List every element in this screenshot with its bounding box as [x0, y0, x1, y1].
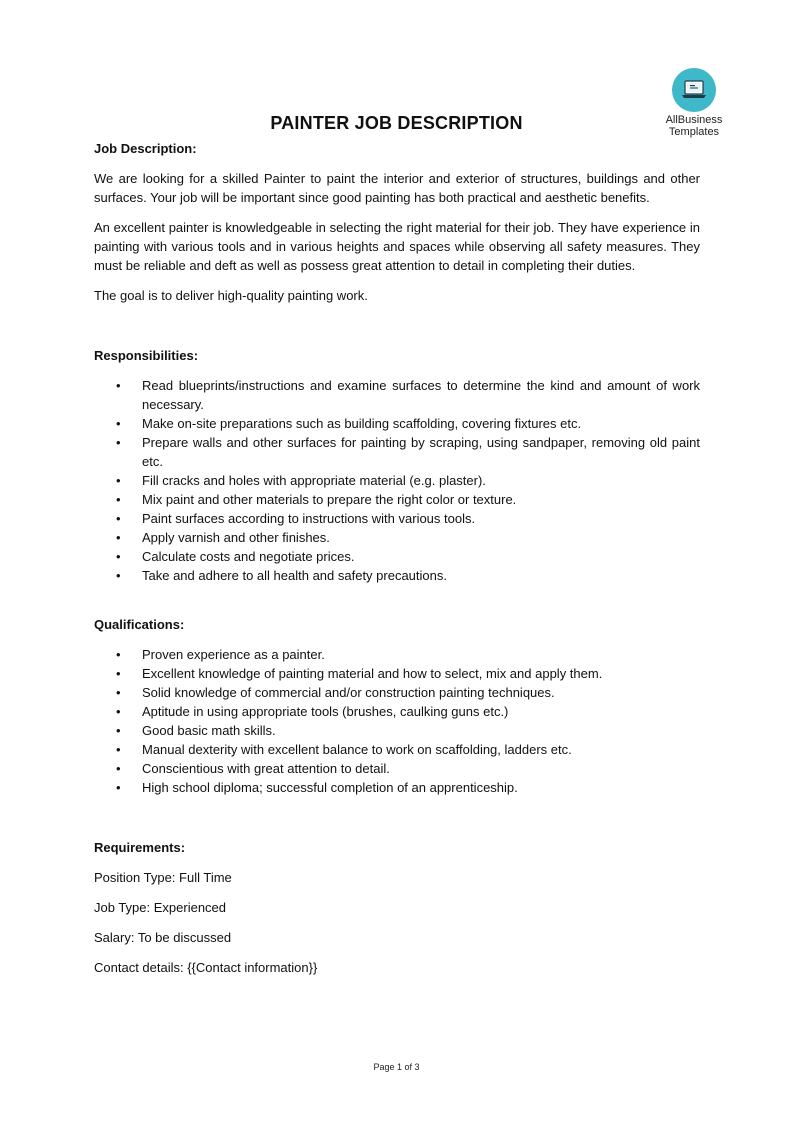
- bullet-icon: •: [116, 761, 121, 776]
- list-item: • Apply varnish and other finishes.: [116, 530, 330, 545]
- list-item: • Prepare walls and other surfaces for painting by scraping, using sandpaper, removing old paint etc.: [116, 435, 700, 469]
- position-type: Position Type: Full Time: [94, 870, 232, 885]
- qualifications-list: [94, 645, 700, 797]
- bullet-icon: •: [116, 780, 121, 795]
- bullet-icon: •: [116, 704, 121, 719]
- list-item: • Proven experience as a painter.: [116, 647, 325, 662]
- job-description-paragraph-2: An excellent painter is knowledgeable in selecting the right material for their job. They have experience in painting with various tools and in various heights and spaces while observing all safety measures. They must be reliable and deft as well as possess great attention to detail in completing their duties.: [94, 220, 700, 273]
- logo-text-line1: AllBusiness: [665, 114, 723, 126]
- bullet-icon: •: [116, 685, 121, 700]
- list-item: • Aptitude in using appropriate tools (brushes, caulking guns etc.): [116, 704, 509, 719]
- laptop-icon: [672, 68, 716, 112]
- bullet-icon: •: [116, 530, 121, 545]
- list-item: • Read blueprints/instructions and examine surfaces to determine the kind and amount of work necessary.: [116, 378, 700, 412]
- salary: Salary: To be discussed: [94, 930, 232, 945]
- qualifications-heading: Qualifications:: [94, 617, 185, 632]
- list-item: • Manual dexterity with excellent balance to work on scaffolding, ladders etc.: [116, 742, 572, 757]
- responsibilities-list: [94, 376, 700, 585]
- job-description-paragraph-3: The goal is to deliver high-quality painting work.: [94, 288, 368, 303]
- list-item: • Solid knowledge of commercial and/or construction painting techniques.: [116, 685, 555, 700]
- bullet-icon: •: [116, 435, 121, 450]
- requirements-heading: Requirements:: [94, 840, 186, 855]
- list-item: • Paint surfaces according to instructions with various tools.: [116, 511, 476, 526]
- bullet-icon: •: [116, 511, 121, 526]
- list-item: • Take and adhere to all health and safety precautions.: [116, 568, 447, 583]
- bullet-icon: •: [116, 742, 121, 757]
- page-number-footer: Page 1 of 3: [373, 1062, 420, 1072]
- list-item: • High school diploma; successful completion of an apprenticeship.: [116, 780, 518, 795]
- list-item: • Excellent knowledge of painting material and how to select, mix and apply them.: [116, 666, 603, 681]
- bullet-icon: •: [116, 723, 121, 738]
- bullet-icon: •: [116, 416, 121, 431]
- logo-text-line2: Templates: [668, 126, 720, 138]
- bullet-icon: •: [116, 666, 121, 681]
- list-item: • Make on-site preparations such as building scaffolding, covering fixtures etc.: [116, 416, 582, 431]
- contact-details: Contact details: {{Contact information}}: [94, 960, 318, 975]
- list-item: • Calculate costs and negotiate prices.: [116, 549, 355, 564]
- bullet-icon: •: [116, 473, 121, 488]
- list-item: • Good basic math skills.: [116, 723, 276, 738]
- list-item: • Conscientious with great attention to detail.: [116, 761, 390, 776]
- list-item: • Fill cracks and holes with appropriate material (e.g. plaster).: [116, 473, 486, 488]
- bullet-icon: •: [116, 378, 121, 393]
- document-body: [94, 139, 700, 977]
- bullet-icon: •: [116, 647, 121, 662]
- bullet-icon: •: [116, 492, 121, 507]
- job-description-paragraph-1: We are looking for a skilled Painter to paint the interior and exterior of structures, buildings and other surfaces. Your job will be important since good painting has both practical and aesthetic benefits.: [94, 171, 700, 205]
- page-title: PAINTER JOB DESCRIPTION: [270, 113, 523, 133]
- bullet-icon: •: [116, 568, 121, 583]
- job-type: Job Type: Experienced: [94, 900, 227, 915]
- job-description-heading: Job Description:: [94, 141, 197, 156]
- bullet-icon: •: [116, 549, 121, 564]
- responsibilities-heading: Responsibilities:: [94, 348, 199, 363]
- list-item: • Mix paint and other materials to prepare the right color or texture.: [116, 492, 517, 507]
